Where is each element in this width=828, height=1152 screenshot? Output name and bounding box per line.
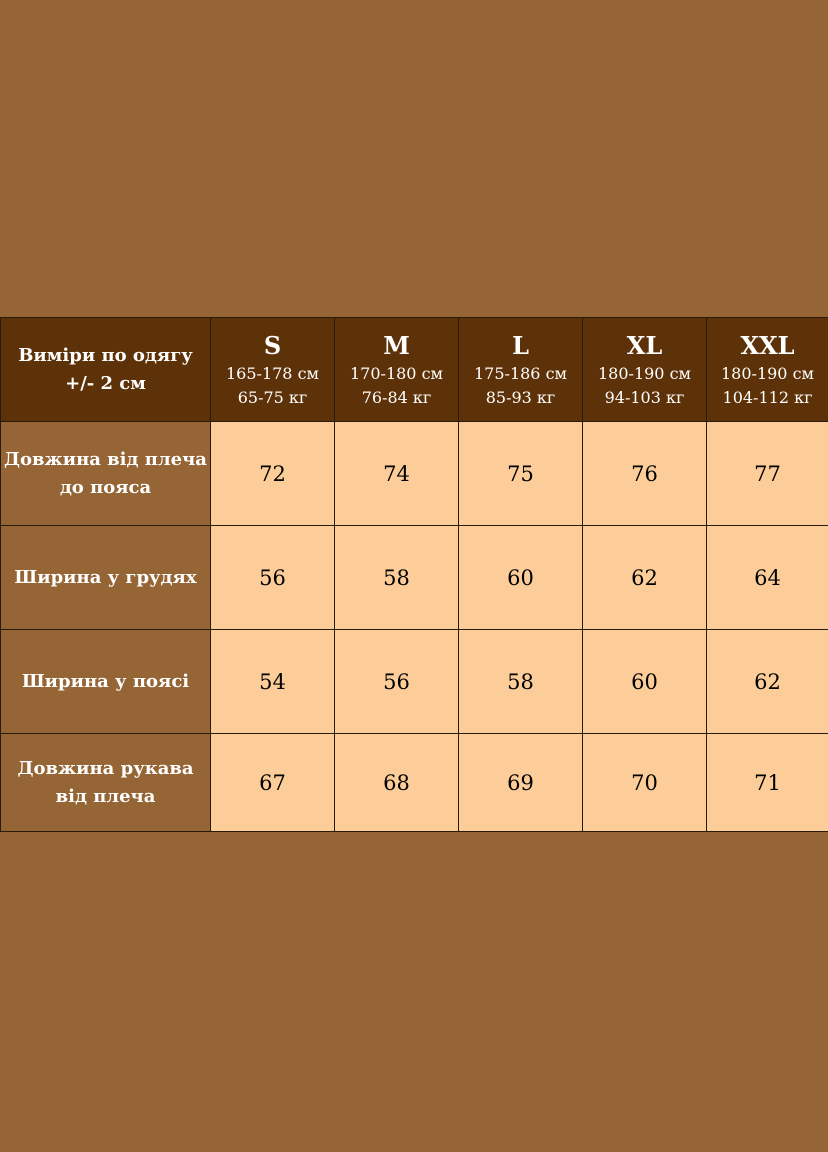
measurements-header: Виміри по одягу +/- 2 см: [1, 318, 211, 422]
size-name: L: [512, 330, 529, 360]
table-cell: 56: [211, 526, 335, 630]
size-header-l: [459, 318, 583, 422]
table-cell: 58: [335, 526, 459, 630]
row-label: Довжина рукава від плеча: [1, 734, 211, 832]
size-height-range: 180-190 см: [721, 363, 814, 383]
size-header-m: [335, 318, 459, 422]
table-cell: 56: [335, 630, 459, 734]
table-cell: 69: [459, 734, 583, 832]
table-cell: 67: [211, 734, 335, 832]
table-cell: 54: [211, 630, 335, 734]
table-cell: 72: [211, 422, 335, 526]
table-cell: 71: [707, 734, 828, 832]
table-row: [1, 734, 828, 832]
table-row: [1, 630, 828, 734]
table-cell: 62: [583, 526, 707, 630]
table-cell: 76: [583, 422, 707, 526]
row-label: Ширина у поясі: [1, 630, 211, 734]
table-cell: 60: [583, 630, 707, 734]
table-cell: 62: [707, 630, 828, 734]
size-weight-range: 104-112 кг: [722, 387, 813, 407]
table-row: [1, 526, 828, 630]
size-header-xxl: [707, 318, 828, 422]
table-cell: 74: [335, 422, 459, 526]
header-row: [1, 318, 828, 422]
table-cell: 70: [583, 734, 707, 832]
size-name: S: [263, 330, 282, 360]
size-height-range: 175-186 см: [474, 363, 567, 383]
table-cell: 77: [707, 422, 828, 526]
size-name: M: [383, 330, 410, 360]
table-cell: 68: [335, 734, 459, 832]
size-header-xl: [583, 318, 707, 422]
size-name: XXL: [740, 330, 795, 360]
table-cell: 58: [459, 630, 583, 734]
size-chart-table: [0, 317, 828, 832]
table-row: [1, 422, 828, 526]
row-label: Ширина у грудях: [1, 526, 211, 630]
size-weight-range: 94-103 кг: [604, 387, 685, 407]
size-height-range: 170-180 см: [350, 363, 443, 383]
table-cell: 64: [707, 526, 828, 630]
size-height-range: 165-178 см: [226, 363, 319, 383]
size-header-s: [211, 318, 335, 422]
table-cell: 60: [459, 526, 583, 630]
size-weight-range: 65-75 кг: [237, 387, 308, 407]
size-weight-range: 76-84 кг: [361, 387, 432, 407]
size-name: XL: [626, 330, 663, 360]
size-height-range: 180-190 см: [598, 363, 691, 383]
row-label: Довжина від плеча до пояса: [1, 422, 211, 526]
table-cell: 75: [459, 422, 583, 526]
size-weight-range: 85-93 кг: [485, 387, 556, 407]
